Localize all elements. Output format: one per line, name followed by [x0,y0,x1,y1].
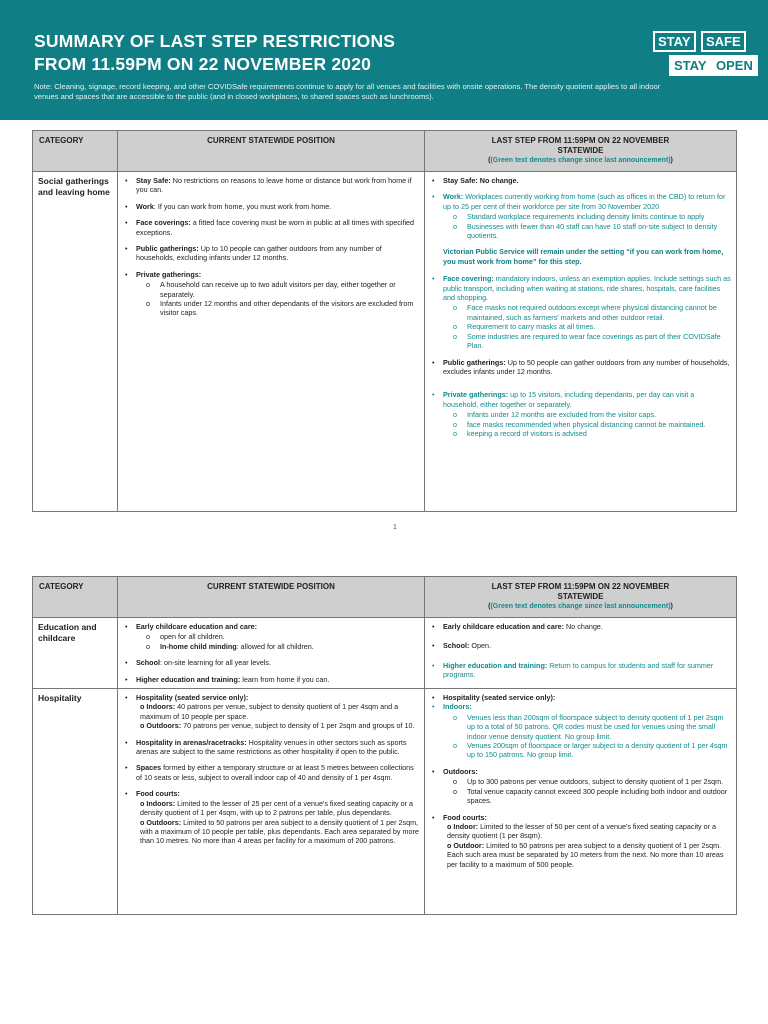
header-last-step-line2: STATEWIDE [557,146,604,155]
list-item: • Spaces formed by either a temporary structure or at least 5 metres between collections of 10 seats or less, subject to overall indoor cap of 40 and density of 1 per 4sqm. [123,763,419,782]
paren-open: ( [488,603,491,610]
table-header-row [33,131,737,172]
sub-item: o Infants under 12 months are excluded from the visitor caps. [443,410,731,419]
list-item: • Public gatherings: Up to 10 people can gather outdoors from any number of households, excluding infants under 12 months. [123,244,419,263]
restrictions-table-2 [32,576,737,915]
sub-item: o Face masks not required outdoors except where physical distancing cannot be maintained, such as farmers' markets and other outdoor retail. [443,303,731,322]
list-item: • Food courts: o Indoors: Limited to the lesser of 25 per cent of a venue's fixed seating capacity or a density quotient of 1 per 4sqm, with up to 2 patrons per table, plus dependants. o Outdoors: Limited to 50 patrons per area subject to a density quotient of 1 per 2sqm, with a maximum of 10 people per table, plus dependants. Each area separated by more than 10 metres. No more than 4 areas per facility for a maximum of 200 patrons. [123,789,419,845]
list-item: • Higher education and training: Return to campus for students and staff for summer programs. [430,661,731,680]
sub-item: o Requirement to carry masks at all times. [443,322,731,331]
current-cell [118,689,425,915]
sub-item: o Venues less than 200sqm of floorspace subject to density quotient of 1 per 2sqm up to a total of 50 patrons. QR codes must be used for venues using the small indoor venue density quotient. No group limit. [443,713,731,741]
last-step-cell [425,172,737,512]
logo-safe: SAFE [701,31,746,52]
sub-item: o open for all children. [136,632,419,641]
current-cell [118,172,425,512]
sub-item: o Infants under 12 months and other dependants of the visitors are excluded from visitor caps. [136,299,419,318]
table-row [33,689,737,915]
list-item: • Public gatherings: Up to 50 people can gather outdoors from any number of households, excludes infants under 12 months. [430,358,731,377]
paren-open: ( [488,157,491,164]
table-header-row [33,577,737,618]
list-item: • Indoors: o Venues less than 200sqm of floorspace subject to density quotient of 1 per 2sqm up to a total of 50 patrons. QR codes must be used for venues using the small indoor venue density quotient. No group limit. o Venues 200sqm of floorspace or larger subject to a density quotient of 1 per 4sqm up to 150 patrons. No group limit. [430,702,731,759]
page-title [34,30,395,76]
sub-item: o keeping a record of visitors is advised [443,429,731,438]
sub-item: o Standard workplace requirements including density limits continue to apply [443,212,731,221]
list-item: • Early childcare education and care: No change. [430,622,731,631]
header-current: CURRENT STATEWIDE POSITION [118,577,425,618]
header-current: CURRENT STATEWIDE POSITION [118,131,425,172]
green-note: (Green text denotes change since last announcement) [490,157,671,164]
logo-open: OPEN [711,55,758,76]
list-item: • Hospitality in arenas/racetracks: Hospitality venues in other sectors such as sports arenas are subject to the same restrictions as other hospitality if open to the public. [123,738,419,757]
category-cell: Education and childcare [33,618,118,689]
page-number: 1 [393,524,397,531]
sub-item: o Some industries are required to wear face coverings as part of their COVIDSafe Plan. [443,332,731,351]
current-cell [118,618,425,689]
list-item: • Food courts: o Indoor: Limited to the lesser of 50 per cent of a venue's fixed seating capacity or a density quotient (1 per 8sqm). o Outdoor: Limited to 50 patrons per area subject to a density quotient of 1 per 2sqm. Each such area must be separated by 10 meters from the next. No more than 10 areas per facility to a maximum of 500 people. [430,813,731,869]
header-note: Note: Cleaning, signage, record keeping, and other COVIDSafe requirements continue to apply for all venues and facilities with onsite operations. The density quotient applies to all indoor venues and spaces that are accessible to the public (and in closed workplaces, to shared spaces such as lunchrooms). [34,82,661,101]
sub-item: o A household can receive up to two adult visitors per day, either together or separately. [136,280,419,299]
table-row [33,618,737,689]
category-cell: Social gatherings and leaving home [33,172,118,512]
paren-close: ) [670,157,673,164]
header-last-step [425,131,737,172]
sub-item: o face masks recommended when physical distancing cannot be maintained. [443,420,731,429]
list-item: • Stay Safe: No change. [430,176,731,185]
list-item: • School: on-site learning for all year levels. [123,658,419,667]
header-last-step-line1: LAST STEP FROM 11:59PM ON 22 NOVEMBER [491,582,670,591]
list-item: • Face covering: mandatory indoors, unless an exemption applies. Include settings such as public transport, including when waiting at stations, ride shares, hospitals, care facilities and shopping. o Face masks not required outdoors except where physical distancing cannot be maintained, such as farmers' markets and other outdoor retail. o Requirement to carry masks at all times. o Some industries are required to wear face coverings as part of their COVIDSafe Plan. [430,274,731,350]
list-item: • Work: If you can work from home, you must work from home. [123,202,419,211]
list-item: • Hospitality (seated service only): o Indoors: 40 patrons per venue, subject to density quotient of 1 per 4sqm and a maximum of 10 people per space. o Outdoors: 70 patrons per venue, subject to density of 1 per 2sqm and groups of 10. [123,693,419,731]
list-item: • Private gatherings: o A household can receive up to two adult visitors per day, either together or separately. o Infants under 12 months and other dependants of the visitors are excluded from visitor caps. [123,270,419,318]
list-item: • Face coverings: a fitted face covering must be worn in public at all times with specified exceptions. [123,218,419,237]
list-item: • Early childcare education and care: o open for all children. o In-home child minding: allowed for all children. [123,622,419,651]
title-line-1: SUMMARY OF LAST STEP RESTRICTIONS [34,31,396,51]
sub-item: o Venues 200sqm of floorspace or larger subject to a density quotient of 1 per 4sqm up to 150 patrons. No group limit. [443,741,731,760]
list-item: • School: Open. [430,641,731,650]
green-note: (Green text denotes change since last announcement) [490,603,671,610]
stay-safe-stay-open-logo [653,31,756,76]
header-category: CATEGORY [33,577,118,618]
list-item: • Hospitality (seated service only): [430,693,731,702]
sub-item: o In-home child minding: allowed for all children. [136,642,419,651]
sub-item: o Businesses with fewer than 40 staff can have 10 staff on-site subject to density quotients. [443,222,731,241]
table-row [33,172,737,512]
vps-note: Victorian Public Service will remain under the setting “if you can work from home, you must work from home” for this step. [443,247,724,266]
last-step-cell [425,689,737,915]
last-step-cell [425,618,737,689]
category-cell: Hospitality [33,689,118,915]
restrictions-table-1 [32,130,737,512]
list-item: • Outdoors: o Up to 300 patrons per venue outdoors, subject to density quotient of 1 per 2sqm. o Total venue capacity cannot exceed 300 people including both indoor and outdoor spaces. [430,767,731,806]
list-item: • Higher education and training: learn from home if you can. [123,675,419,684]
header-last-step [425,577,737,618]
page-header [0,0,768,120]
header-category: CATEGORY [33,131,118,172]
list-item: • Private gatherings: up to 15 visitors, including dependants, per day can visit a household, either together or separately. o Infants under 12 months are excluded from the visitor caps. o face masks recommended when physical distancing cannot be maintained. o keeping a record of visitors is advised [430,390,731,438]
paren-close: ) [670,603,673,610]
logo-stay-2: STAY [669,55,712,76]
sub-item: o Up to 300 patrons per venue outdoors, subject to density quotient of 1 per 2sqm. [443,777,731,786]
list-item: • Stay Safe: No restrictions on reasons to leave home or distance but work from home if you can. [123,176,419,195]
title-line-2: FROM 11.59PM ON 22 NOVEMBER 2020 [34,54,372,74]
list-item: • Work: Workplaces currently working from home (such as offices in the CBD) to return for up to 25 per cent of their workforce per site from 30 November 2020 o Standard workplace requirements including density limits continue to apply o Businesses with fewer than 40 staff can have 10 staff on-site subject to density quotients. [430,192,731,240]
header-last-step-line1: LAST STEP FROM 11:59PM ON 22 NOVEMBER [491,136,670,145]
header-last-step-line2: STATEWIDE [557,592,604,601]
sub-item: o Total venue capacity cannot exceed 300 people including both indoor and outdoor spaces. [443,787,731,806]
logo-stay-1: STAY [653,31,696,52]
